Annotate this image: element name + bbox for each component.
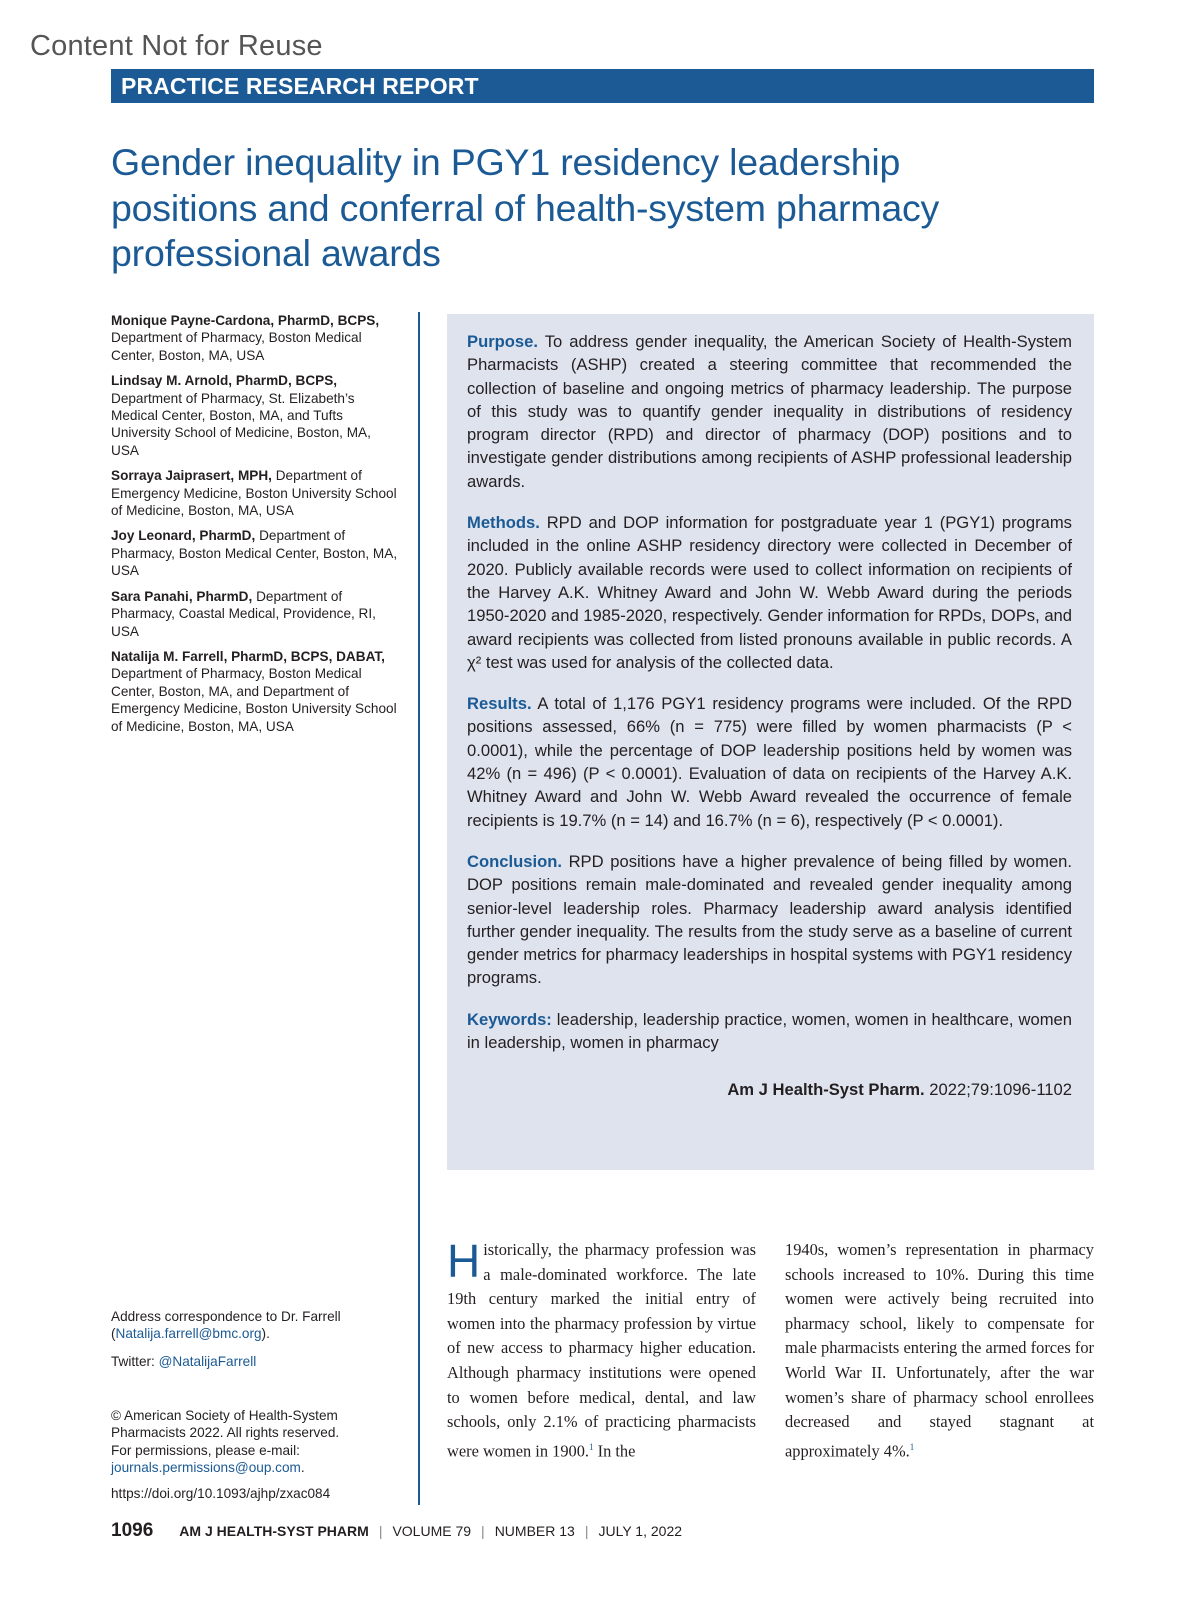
twitter-line xyxy=(111,1353,401,1370)
author-affiliation: Department of Pharmacy, St. Elizabeth’s Medical Center, Boston, MA, and Tufts University School of Medicine, Boston, MA, USA xyxy=(111,390,371,458)
author-affiliation: Department of Pharmacy, Coastal Medical, Providence, RI, USA xyxy=(111,588,376,639)
author-name: Joy Leonard, PharmD, xyxy=(111,528,256,544)
watermark: Content Not for Reuse xyxy=(30,30,323,62)
author-list xyxy=(111,312,401,743)
author-name: Monique Payne-Cardona, PharmD, BCPS, xyxy=(111,313,380,328)
abstract-keywords xyxy=(467,1008,1072,1055)
body-text: 1940s, women’s representation in pharmacy schools increased to 10%. During this time women were actively being recruited into pharmacy school, likely to compensate for male pharmacists entering the armed forces for World War II. Unfortunately, after the war women’s share of pharmacy school enrollees decreased and stayed stagnant at approximately 4%. xyxy=(785,1240,1094,1461)
body-text-tail: In the xyxy=(593,1441,636,1461)
author-name: Lindsay M. Arnold, PharmD, BCPS, xyxy=(111,373,338,389)
abstract-heading: Methods. xyxy=(467,513,540,533)
address-suffix: ). xyxy=(261,1326,270,1342)
email-link[interactable]: Natalija.farrell@bmc.org xyxy=(115,1326,262,1342)
footer-separator: | xyxy=(584,1523,589,1539)
author-entry xyxy=(111,588,401,640)
abstract-results xyxy=(467,692,1072,832)
article-title: Gender inequality in PGY1 residency leadership positions and conferral of health-system pharmacy professional awards xyxy=(111,141,940,274)
twitter-label: Twitter: xyxy=(111,1353,159,1369)
author-affiliation: Department of Pharmacy, Boston Medical Center, Boston, MA, USA xyxy=(111,528,398,579)
correspondence xyxy=(111,1308,401,1380)
author-entry xyxy=(111,648,401,735)
permissions-suffix: . xyxy=(300,1460,305,1476)
page-footer xyxy=(111,1520,682,1542)
page-number: 1096 xyxy=(111,1520,154,1541)
body-column-1 xyxy=(447,1235,756,1464)
abstract-conclusion xyxy=(467,850,1072,990)
author-entry xyxy=(111,467,401,519)
volume: VOLUME 79 xyxy=(392,1523,472,1539)
abstract-methods xyxy=(467,511,1072,674)
issue-date: JULY 1, 2022 xyxy=(598,1523,683,1539)
footer-separator: | xyxy=(378,1523,383,1539)
author-name: Natalija M. Farrell, PharmD, BCPS, DABAT, xyxy=(111,648,385,664)
section-banner xyxy=(111,69,1094,103)
doi-link[interactable]: https://doi.org/10.1093/ajhp/zxac084 xyxy=(111,1485,331,1501)
reference-link[interactable]: 1 xyxy=(589,1441,594,1452)
copyright-notice xyxy=(111,1407,406,1477)
journal-name: AM J HEALTH-SYST PHARM xyxy=(179,1523,369,1539)
author-affiliation: Department of Pharmacy, Boston Medical Center, Boston, MA, and Department of Emergency Medicine, Boston University School of Medicine, Boston, MA, USA xyxy=(111,666,397,734)
abstract-heading: Purpose. xyxy=(467,332,539,351)
permissions-prefix: For permissions, please e-mail: xyxy=(111,1442,300,1458)
abstract-text: leadership, leadership practice, women, women in healthcare, women in leadership, women in pharmacy xyxy=(467,1009,1072,1053)
body-text: istorically, the pharmacy profession was a male-dominated workforce. The late 19th century marked the initial entry of women into the pharmacy profession by virtue of new access to pharmacy higher education. Although pharmacy institutions were opened to women before medical, dental, and law schools, only 2.1% of practicing pharmacists were women in 1900. xyxy=(447,1240,756,1461)
body-column-2 xyxy=(785,1238,1094,1464)
permissions-email-link[interactable]: journals.permissions@oup.com xyxy=(111,1460,301,1476)
citation xyxy=(467,1078,1072,1101)
abstract-text: RPD positions have a higher prevalence of being filled by women. DOP positions remain male-dominated and revealed gender inequality among senior-level leadership roles. Pharmacy leadership award analysis identified further gender inequality. The results from the study serve as a baseline of current gender metrics for pharmacy leaderships in hospital systems with PGY1 residency programs. xyxy=(467,851,1072,988)
citation-journal: Am J Health-Syst Pharm. xyxy=(727,1080,925,1100)
abstract-text: A total of 1,176 PGY1 residency programs were included. Of the RPD positions assessed, 66% (n = 775) were filled by women pharmacists (P < 0.0001), while the percentage of DOP leadership positions held by women was 42% (n = 496) (P < 0.0001). Evaluation of data on recipients of the Harvey A.K. Whitney Award and John W. Webb Award revealed the occurrence of female recipients is 19.7% (n = 14) and 16.7% (n = 6), respectively (P < 0.0001). xyxy=(467,694,1072,830)
address-prefix: Address correspondence to Dr. Farrell ( xyxy=(111,1309,341,1342)
author-name: Sara Panahi, PharmD, xyxy=(111,588,253,604)
author-name: Sorraya Jaiprasert, MPH, xyxy=(111,468,272,484)
drop-cap: H xyxy=(447,1235,481,1287)
author-entry xyxy=(111,372,401,459)
author-affiliation: Department of Pharmacy, Boston Medical Center, Boston, MA, USA xyxy=(111,330,362,363)
footer-separator: | xyxy=(481,1523,485,1539)
author-entry xyxy=(111,312,401,364)
issue-number: NUMBER 13 xyxy=(494,1523,575,1539)
abstract-purpose xyxy=(467,330,1072,493)
column-divider xyxy=(418,312,420,1505)
abstract-heading: Conclusion. xyxy=(467,851,562,871)
section-label: PRACTICE RESEARCH REPORT xyxy=(121,73,479,99)
author-entry xyxy=(111,527,401,579)
correspondence-address xyxy=(111,1308,401,1343)
citation-details: 2022;79:1096-1102 xyxy=(929,1080,1072,1100)
twitter-link[interactable]: @NatalijaFarrell xyxy=(158,1353,257,1369)
abstract-box xyxy=(447,314,1094,1170)
abstract-text: RPD and DOP information for postgraduate year 1 (PGY1) programs included in the online ASHP residency directory were collected in December of 2020. Publicly available records were used to collect information on recipients of the Harvey A.K. Whitney Award and John W. Webb Award during the periods 1950-2020 and 1985-2020, respectively. Gender information for RPDs, DOPs, and award recipients was collected from listed pronouns available in public records. A χ² test was used for analysis of the collected data. xyxy=(467,513,1072,672)
abstract-text: To address gender inequality, the American Society of Health-System Pharmacists (ASHP) created a steering committee that recommended the collection of baseline and ongoing metrics of pharmacy leadership. The purpose of this study was to quantify gender inequality in distributions of residency program director (RPD) and director of pharmacy (DOP) positions and to investigate gender distributions among recipients of ASHP professional leadership awards. xyxy=(467,332,1072,491)
abstract-heading: Results. xyxy=(467,694,532,714)
author-affiliation: Department of Emergency Medicine, Boston University School of Medicine, Boston, MA, USA xyxy=(111,468,397,519)
abstract-heading: Keywords: xyxy=(467,1009,552,1029)
copyright-block xyxy=(111,1407,406,1510)
copyright-text: © American Society of Health-System Pharmacists 2022. All rights reserved. xyxy=(111,1408,340,1441)
reference-link[interactable]: 1 xyxy=(909,1441,915,1452)
